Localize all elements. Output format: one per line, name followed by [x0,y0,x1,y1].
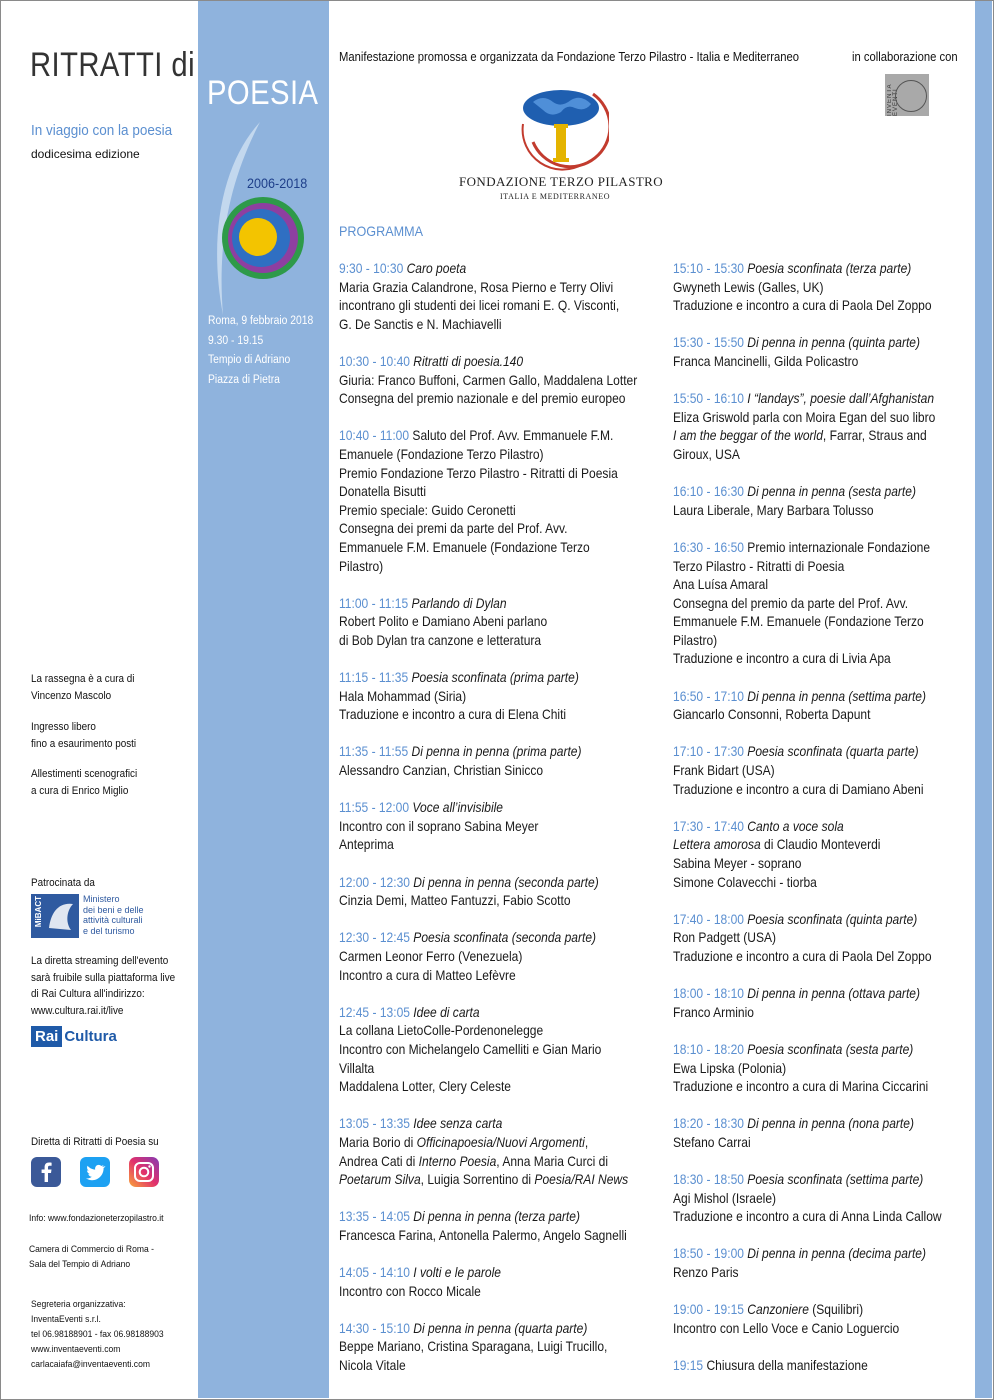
program-time: 10:40 - 11:00 [339,427,410,444]
program-entry-header [339,426,614,445]
italic-text: Lettera amorosa [673,836,761,853]
program-title: Di penna in penna (terza parte) [413,1208,580,1225]
program-time: 18:50 - 19:00 [673,1245,744,1262]
program-entry [339,1207,659,1244]
chamber-info [29,1242,154,1272]
twitter-icon[interactable] [80,1157,110,1187]
program-title: Di penna in penna (quinta parte) [747,334,921,351]
right-blue-bar [975,1,992,1398]
program-entry [339,668,659,724]
program-line: Anteprima [339,836,394,853]
program-title: I “landays”, poesie dall’Afghanistan [747,390,935,407]
program-title: Di penna in penna (decima parte) [747,1245,927,1262]
info-line: a cura di Enrico Miglio [31,784,129,797]
program-column-left [339,259,659,1393]
program-line: Traduzione e incontro a cura di Paola Del Zoppo [673,947,932,964]
title-ritratti: RITRATTI di [30,46,196,84]
program-title: Poesia sconfinata (terza parte) [747,260,912,276]
program-entry-header [673,482,931,501]
program-line: Incontro con Michelangelo Camelliti e Gian Mario [339,1040,602,1057]
program-title: Canzoniere [747,1301,809,1318]
program-line: Pilastro) [339,557,384,574]
program-line: Incontro con il soprano Sabina Meyer [339,817,539,834]
program-time: 17:10 - 17:30 [673,743,744,760]
program-entry [673,1114,973,1151]
program-line: Giancarlo Consonni, Roberta Dapunt [673,706,871,723]
program-line: Incontro a cura di Matteo Lefèvre [339,966,516,983]
program-entry-header [673,389,935,408]
program-entry-header [673,1040,931,1059]
program-line: Emmanuele F.M. Emanuele (Fondazione Terzo [673,613,924,630]
info-line: Vincenzo Mascolo [31,689,112,702]
program-entry-header [339,1114,614,1133]
venue-line: Roma, 9 febbraio 2018 [208,315,314,327]
program-time: 12:00 - 12:30 [339,873,410,890]
program-time: 16:50 - 17:10 [673,687,744,704]
program-entry-header [673,742,931,761]
program-entry-header [673,984,931,1003]
info-line: Sala del Tempio di Adriano [29,1259,131,1270]
program-line: Donatella Bisutti [339,483,427,500]
program-entry [339,352,659,408]
program-entry [339,1003,659,1096]
program-entry [339,873,659,910]
program-entry-header [673,1244,931,1263]
years: 2006-2018 [247,175,308,191]
program-entry [673,1356,973,1375]
info-line: di Rai Cultura all'indirizzo: [31,988,145,1000]
program-entry [339,1263,659,1300]
program-title: Parlando di Dylan [411,594,507,611]
edition: dodicesima edizione [31,147,140,161]
program-title: Ritratti di poesia.140 [413,352,524,369]
mibact-line: attività culturali [83,915,143,925]
patron-label: Patrocinata da [31,877,95,889]
program-title-extra: (Squilibri) [808,1301,864,1318]
program-time: 16:30 - 16:50 [673,538,744,555]
program-entry-header [673,817,931,836]
program-title: Di penna in penna (quarta parte) [413,1319,588,1336]
program-time: 19:15 [673,1357,704,1374]
program-title: Saluto del Prof. Avv. Emmanuele F.M. [412,427,614,444]
program-time: 11:15 - 11:35 [339,669,409,686]
program-line: Francesca Farina, Antonella Palermo, Angelo Sagnelli [339,1226,627,1243]
program-time: 19:00 - 19:15 [673,1301,744,1318]
program-title: Di penna in penna (ottava parte) [747,985,921,1002]
program-entry-header [673,910,931,929]
program-title: Canto a voce sola [747,817,844,834]
program-line: Laura Liberale, Mary Barbara Tolusso [673,501,874,518]
program-time: 18:00 - 18:10 [673,985,744,1002]
program-line: Premio speciale: Guido Ceronetti [339,501,516,518]
program-column-right [673,259,973,1393]
program-title: Poesia sconfinata (settima parte) [747,1171,924,1188]
program-line: G. De Sanctis e N. Machiavelli [339,315,502,332]
program-line: Maria Borio di Officinapoesia/Nuovi Argomenti, [339,1133,589,1150]
program-line: Carmen Leonor Ferro (Venezuela) [339,947,523,964]
website-link[interactable]: www.inventaeventi.com [31,1344,121,1355]
program-entry-header [673,687,931,706]
program-entry-header [339,873,614,892]
info-line: sarà fruibile sulla piattaforma live [31,971,176,984]
program-time: 18:30 - 18:50 [673,1171,744,1188]
program-time: 18:20 - 18:30 [673,1115,744,1132]
program-title: Poesia sconfinata (prima parte) [411,669,579,686]
program-entry [339,798,659,854]
mibact-vertical-text: MiBACT [34,896,43,928]
program-time: 16:10 - 16:30 [673,483,744,500]
program-title: Di penna in penna (seconda parte) [413,873,599,890]
program-line: Traduzione e incontro a cura di Paola Del Zoppo [673,297,932,314]
program-entry [673,1244,973,1281]
program-line: Incontro con Rocco Micale [339,1282,481,1299]
program-line: Traduzione e incontro a cura di Elena Chiti [339,706,567,723]
program-title: Di penna in penna (prima parte) [411,743,582,760]
program-line: Alessandro Canzian, Christian Sinicco [339,762,544,779]
program-entry [339,1319,659,1375]
program-line: Terzo Pilastro - Ritratti di Poesia [673,557,845,574]
program-entry-header [339,259,614,278]
entry-info [31,719,136,752]
program-entry-header [673,1170,931,1189]
italic-text: Poetarum Silva [339,1171,421,1188]
program-line: Emanuele (Fondazione Terzo Pilastro) [339,445,544,462]
secretariat-info [31,1297,164,1372]
program-entry-header [339,352,614,371]
program-title: Poesia sconfinata (sesta parte) [747,1040,914,1057]
program-title: Idee di carta [413,1003,480,1020]
info-line: Allestimenti scenografici [31,768,138,780]
program-line: Pilastro) [673,631,718,648]
program-entry [673,742,973,798]
program-time: 11:00 - 11:15 [339,594,409,611]
program-line: Gwyneth Lewis (Galles, UK) [673,278,824,295]
program-title: Chiusura della manifestazione [706,1357,868,1374]
mibact-line: e del turismo [83,925,135,936]
info-website[interactable]: Info: www.fondazioneterzopilastro.it [29,1213,164,1224]
program-time: 15:50 - 16:10 [673,390,744,407]
info-line: Camera di Commercio di Roma - [29,1244,154,1255]
info-line: tel 06.98188901 - fax 06.98188903 [31,1329,164,1340]
promoter-text: Manifestazione promossa e organizzata da Fondazione Terzo Pilastro - Italia e Mediterraneo [339,50,800,64]
venue-info [208,312,313,390]
program-line: Lettera amorosa di Claudio Monteverdi [673,836,881,853]
program-entry [673,482,973,519]
rai-logo-text: Cultura [64,1028,117,1045]
program-entry [673,1170,973,1226]
program-entry [339,1114,659,1188]
program-line: Emmanuele F.M. Emanuele (Fondazione Terzo [339,538,590,555]
program-entry-header [673,1356,931,1375]
program-line: Franca Mancinelli, Gilda Policastro [673,352,859,369]
program-time: 11:55 - 12:00 [339,799,410,816]
program-line: Premio Fondazione Terzo Pilastro - Ritratti di Poesia [339,464,618,481]
program-entry-header [339,1319,614,1338]
program-title: Voce all’invisibile [412,799,503,816]
program-line: Traduzione e incontro a cura di Marina Ciccarini [673,1078,929,1095]
program-line: Renzo Paris [673,1264,739,1281]
foundation-subtitle: ITALIA E MEDITERRANEO [500,192,611,201]
venue-line: Piazza di Pietra [208,373,280,386]
program-title: Idee senza carta [413,1115,503,1132]
program-time: 15:30 - 15:50 [673,334,744,351]
program-entry [339,426,659,575]
program-line: Hala Mohammad (Siria) [339,687,467,704]
program-line: Ron Padgett (USA) [673,929,777,946]
program-entry [673,538,973,668]
program-line: di Bob Dylan tra canzone e letteratura [339,631,542,648]
program-time: 17:30 - 17:40 [673,817,744,834]
program-time: 18:10 - 18:20 [673,1040,744,1057]
program-line: Villalta [339,1059,375,1076]
subtitle: In viaggio con la poesia [31,122,173,139]
program-line: Maria Grazia Calandrone, Rosa Pierno e Terry Olivi [339,278,614,295]
email-link[interactable]: carlacaiafa@inventaeventi.com [31,1359,150,1370]
program-line: Andrea Cati di Interno Poesia, Anna Maria Curci di [339,1152,609,1169]
info-line: Segreteria organizzativa: [31,1299,126,1310]
program-line: Robert Polito e Damiano Abeni parlano [339,613,548,630]
program-line: Traduzione e incontro a cura di Damiano Abeni [673,780,924,797]
program-entry-header [339,928,614,947]
venue-line: 9.30 - 19.15 [208,334,264,347]
program-entry-header [339,594,614,613]
program-line: Ewa Lipska (Polonia) [673,1059,787,1076]
program-entry-header [673,1114,931,1133]
concentric-circles-logo [221,196,305,280]
program-entry-header [673,538,931,557]
streaming-link[interactable]: www.cultura.rai.it/live [31,1004,124,1017]
program-entry-header [339,742,614,761]
program-entry [673,817,973,891]
info-line: La diretta streaming dell'evento [31,955,169,967]
sets-info [31,766,137,799]
program-line: Beppe Mariano, Cristina Sparagana, Luigi Trucillo, [339,1338,608,1355]
program-entry [673,984,973,1021]
program-line: Poetarum Silva, Luigia Sorrentino di Poesia/RAI News [339,1171,629,1188]
program-entry [673,1300,973,1337]
program-line: Simone Colavecchi - tiorba [673,873,817,890]
info-line: La rassegna è a cura di [31,673,135,685]
program-title: Poesia sconfinata (quarta parte) [747,743,919,760]
program-entry [673,333,973,370]
program-line: Consegna del premio nazionale e del premio europeo [339,390,626,407]
venue-line: Tempio di Adriano [208,354,291,366]
program-title: Di penna in penna (sesta parte) [747,483,916,500]
program-entry [339,594,659,650]
program-entry-header [673,1300,931,1319]
programma-heading: PROGRAMMA [339,223,424,239]
foundation-logo [513,72,609,172]
program-line: Frank Bidart (USA) [673,762,775,779]
program-line: Traduzione e incontro a cura di Anna Linda Callow [673,1208,942,1225]
italic-text: Officinapoesia/Nuovi Argomenti [416,1133,585,1150]
mibact-line: Ministero [83,894,120,904]
program-entry-header [339,1207,614,1226]
info-line: fino a esaurimento posti [31,737,137,750]
program-entry-header [673,259,931,278]
program-entry [673,1040,973,1096]
program-line: Agi Mishol (Israele) [673,1189,777,1206]
program-title: Premio internazionale Fondazione [747,538,931,555]
program-entry-header [673,333,931,352]
program-line: Traduzione e incontro a cura di Livia Apa [673,650,891,667]
program-line: Stefano Carrai [673,1133,751,1150]
rai-cultura-logo [31,1026,117,1047]
info-line: Ingresso libero [31,721,96,733]
program-line: Nicola Vitale [339,1357,406,1374]
collaboration-label: in collaborazione con [852,50,958,64]
italic-text: Poesia/RAI News [534,1171,629,1188]
instagram-icon[interactable] [129,1157,159,1187]
program-title: Di penna in penna (nona parte) [747,1115,914,1132]
program-time: 12:45 - 13:05 [339,1003,410,1020]
program-entry [339,928,659,984]
program-line: Cinzia Demi, Matteo Fantuzzi, Fabio Scotto [339,892,571,909]
program-entry [339,742,659,779]
program-time: 11:35 - 11:55 [339,743,409,760]
program-entry [673,259,973,315]
rai-logo-box: Rai [31,1026,62,1047]
facebook-icon[interactable] [31,1157,61,1187]
program-time: 15:10 - 15:30 [673,260,744,276]
program-title: I volti e le parole [413,1264,501,1281]
program-entry [673,389,973,463]
program-entry-header [339,668,614,687]
program-entry [673,910,973,966]
program-line: Maddalena Lotter, Clery Celeste [339,1078,511,1095]
program-title: Poesia sconfinata (quinta parte) [747,910,918,927]
program-line: Franco Arminio [673,1003,754,1020]
program-time: 14:30 - 15:10 [339,1319,410,1336]
program-title: Caro poeta [406,260,467,276]
program-entry [673,687,973,724]
program-line: La collana LietoColle-Pordenonelegge [339,1022,544,1039]
mibact-text [83,894,144,936]
program-time: 12:30 - 12:45 [339,929,410,946]
curator-info [31,671,134,704]
inventa-eventi-logo [885,74,929,116]
program-line: Consegna dei premi da parte del Prof. Avv. [339,520,568,537]
program-title: Di penna in penna (settima parte) [747,687,927,704]
collab-logo-text: INVENTA EVENTI [887,83,899,116]
program-entry-header [339,1003,614,1022]
program-line: I am the beggar of the world, Farrar, Straus and [673,427,927,444]
program-entry [339,259,659,333]
italic-text: Interno Poesia [418,1152,497,1169]
program-line: Ana Luísa Amaral [673,576,769,593]
mibact-logo [31,894,79,938]
program-line: incontrano gli studenti dei licei romani E. Q. Visconti, [339,297,620,314]
program-time: 13:35 - 14:05 [339,1208,410,1225]
program-time: 14:05 - 14:10 [339,1264,410,1281]
program-line: Sabina Meyer - soprano [673,855,802,871]
program-time: 13:05 - 13:35 [339,1115,410,1132]
program-line: Giroux, USA [673,445,740,462]
social-label: Diretta di Ritratti di Poesia su [31,1136,159,1148]
info-line: InventaEventi s.r.l. [31,1314,101,1325]
program-line: Consegna del premio da parte del Prof. Avv. [673,594,909,611]
streaming-info [31,953,175,1019]
program-time: 10:30 - 10:40 [339,352,410,369]
program-entry-header [339,798,614,817]
program-title: Poesia sconfinata (seconda parte) [413,929,597,946]
mibact-line: dei beni e delle [83,904,144,915]
program-line: Incontro con Lello Voce e Canio Loguercio [673,1319,900,1336]
title-poesia: POESIA [207,74,319,112]
program-time: 9:30 - 10:30 [339,260,404,276]
program-time: 17:40 - 18:00 [673,910,744,927]
foundation-name: FONDAZIONE TERZO PILASTRO [459,174,664,189]
program-line: Eliza Griswold parla con Moira Egan del suo libro [673,408,936,425]
program-line: Giuria: Franco Buffoni, Carmen Gallo, Maddalena Lotter [339,371,638,388]
italic-text: I am the beggar of the world [673,427,823,444]
program-entry-header [339,1263,614,1282]
